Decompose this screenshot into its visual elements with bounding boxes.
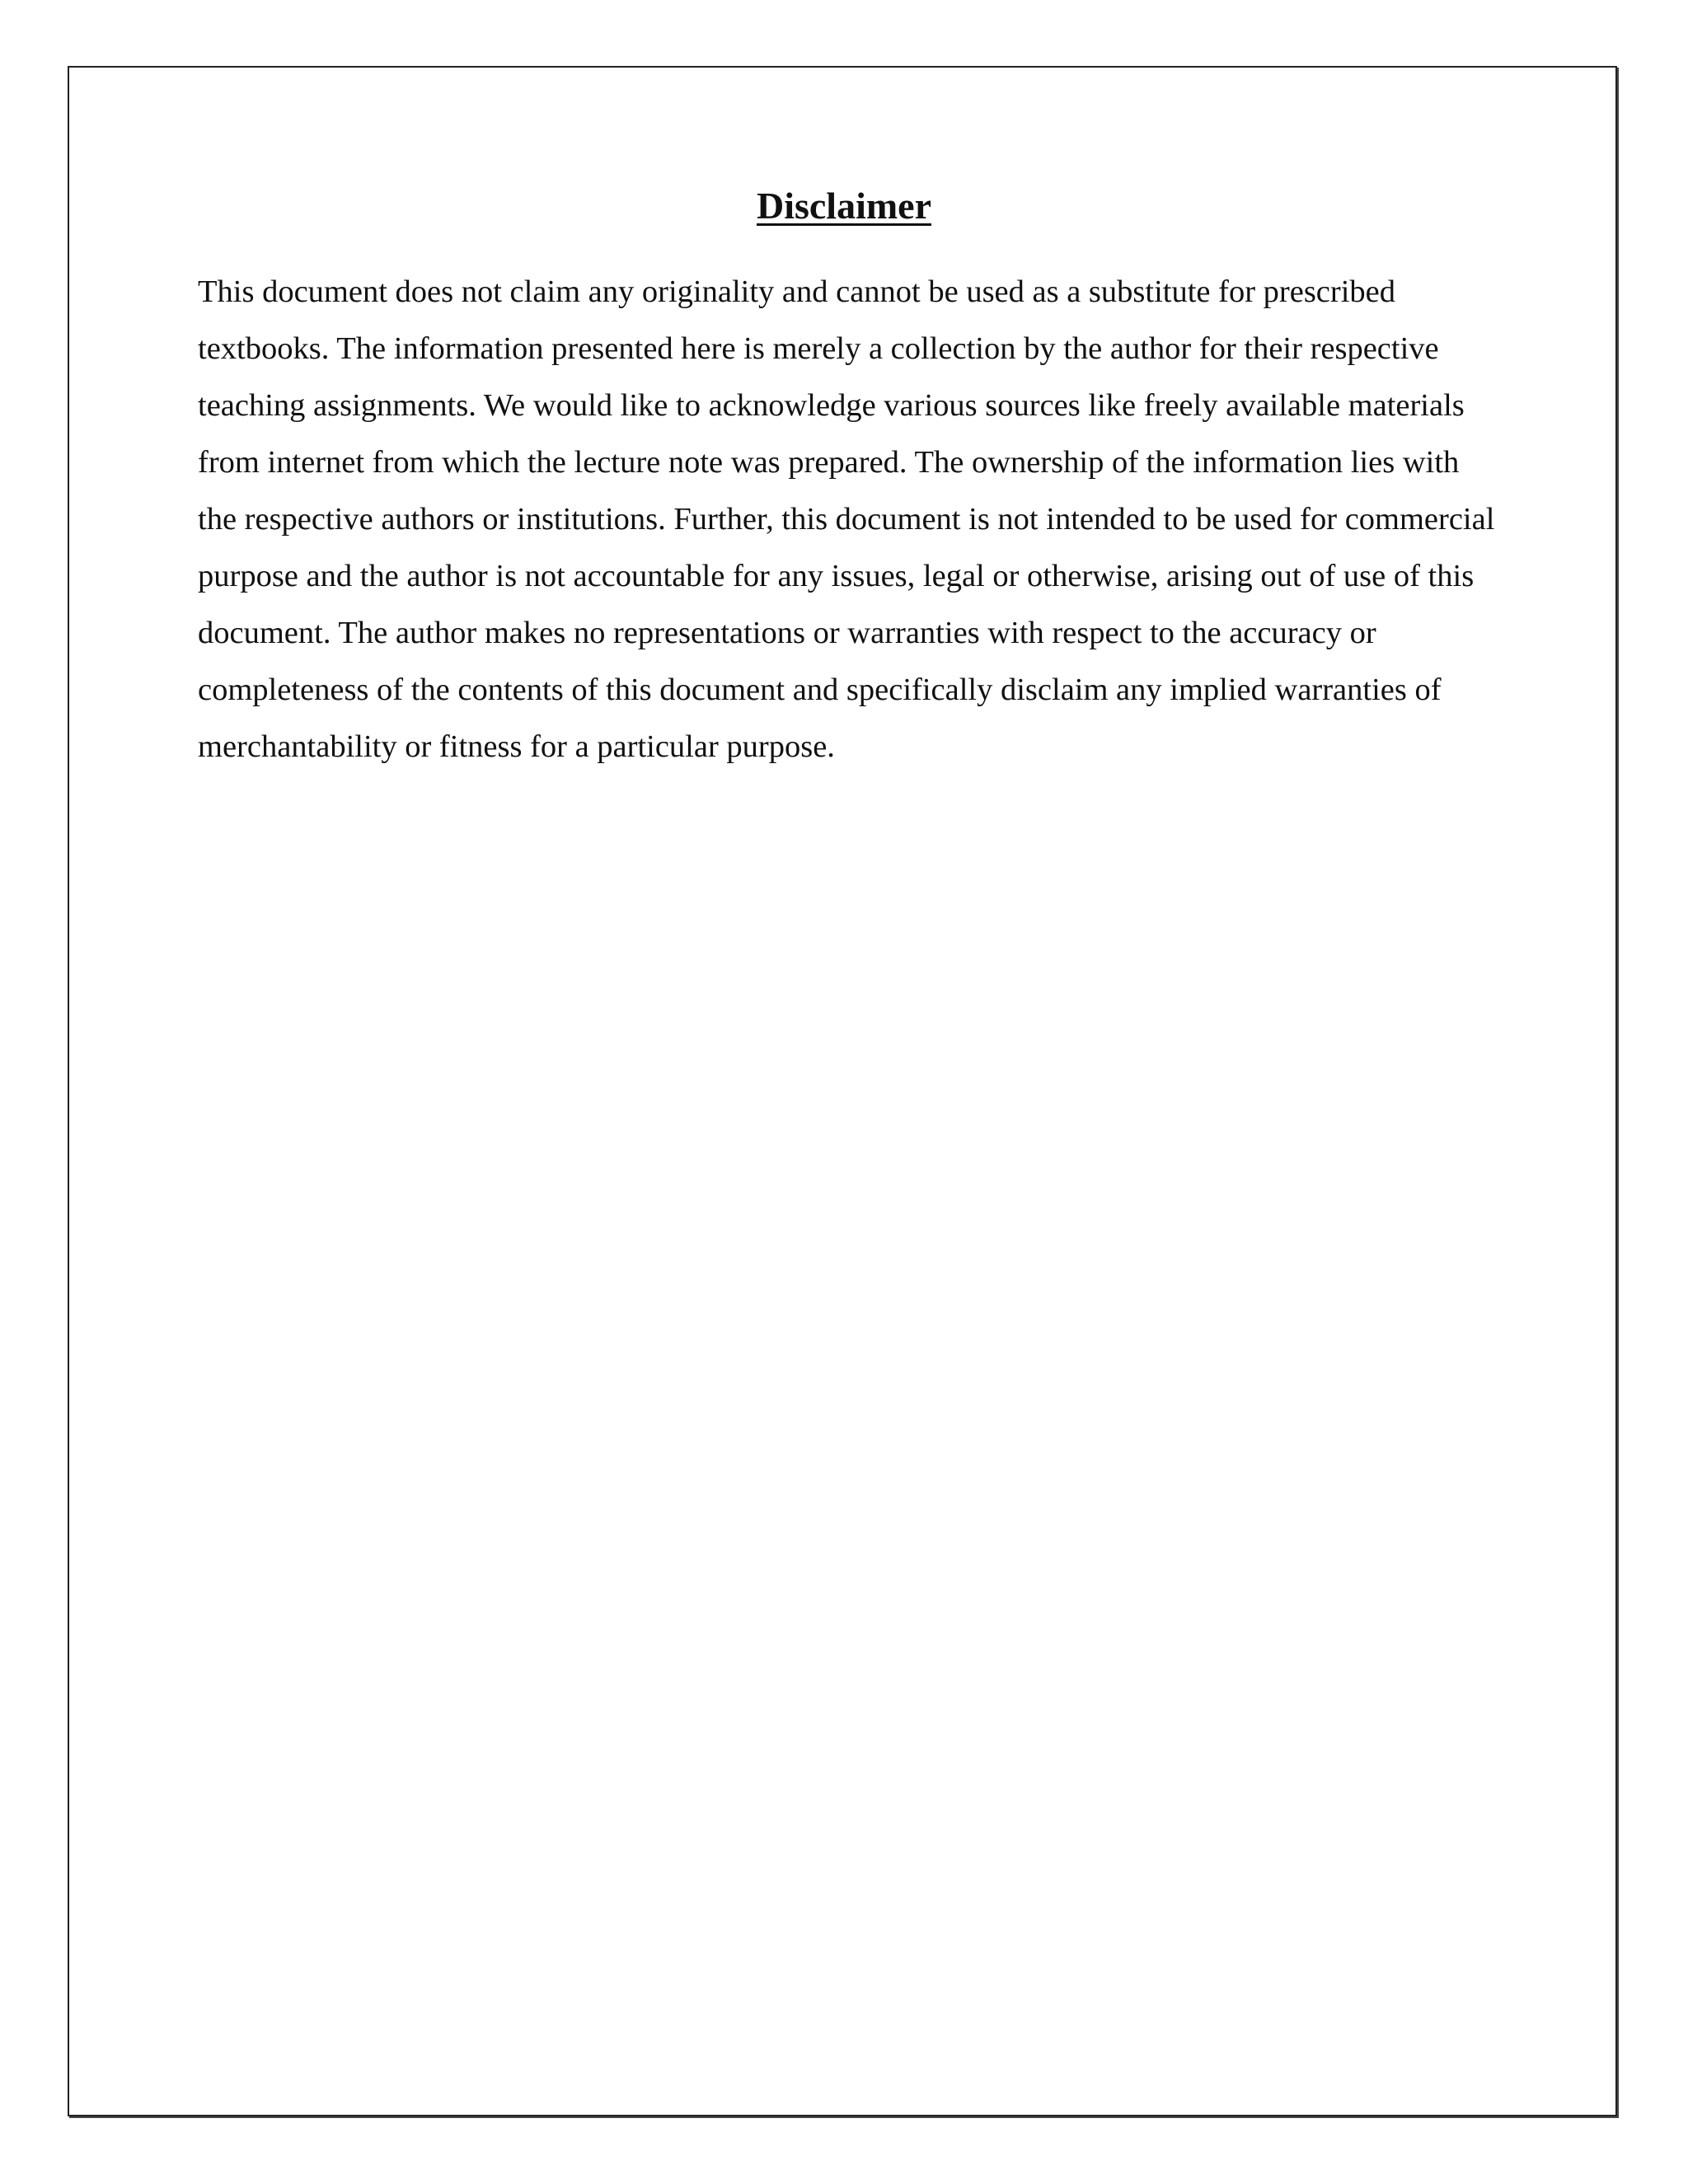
page-title-text: Disclaimer xyxy=(756,185,932,227)
disclaimer-paragraph: This document does not claim any originality and cannot be used as a substitute for prescribed textbooks. The information presented here is merely a collection by the author for their respective teaching assignments. We would like to acknowledge various sources like freely available materials from internet from which the lecture note was prepared. The ownership of the information lies with the respective authors or institutions. Further, this document is not intended to be used for commercial purpose and the author is not accountable for any issues, legal or otherwise, arising out of use of this document. The author makes no representations or warranties with respect to the accuracy or completeness of the contents of this document and specifically disclaim any implied warranties of merchantability or fitness for a particular purpose. xyxy=(198,274,1495,764)
page-title xyxy=(0,181,1688,231)
